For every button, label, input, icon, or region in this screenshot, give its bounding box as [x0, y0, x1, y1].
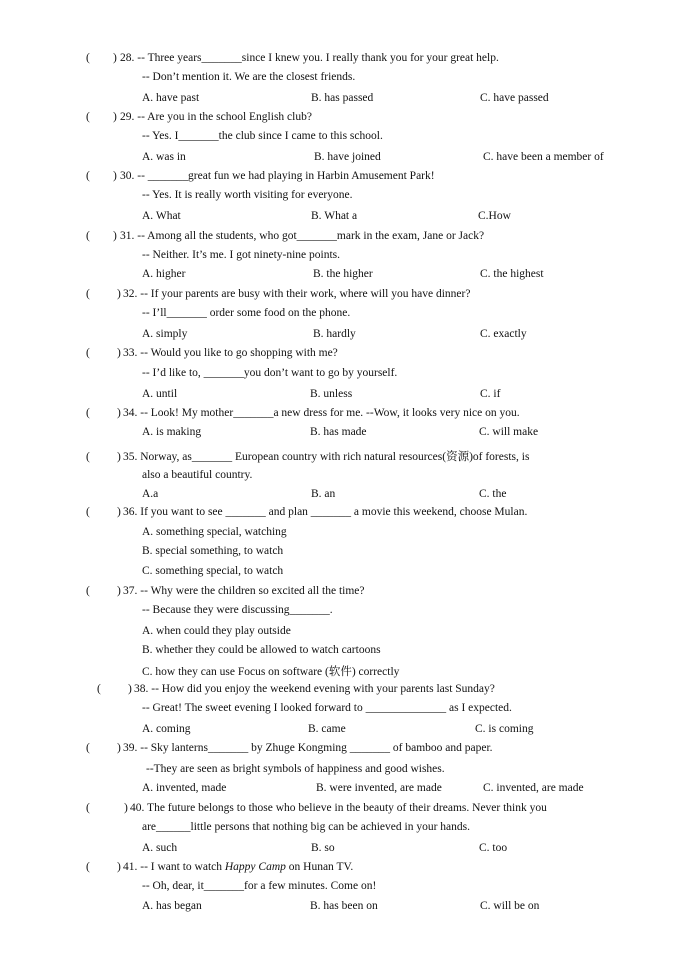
answer-blank-close: )	[128, 683, 132, 695]
question-line: -- Don’t mention it. We are the closest friends.	[142, 71, 356, 83]
answer-blank-close: )	[113, 52, 117, 64]
answer-blank-close: )	[117, 347, 121, 359]
answer-blank-open: (	[86, 288, 90, 300]
answer-blank-open: (	[86, 230, 90, 242]
option-a: A. coming	[142, 723, 191, 735]
answer-blank-open: (	[86, 506, 90, 518]
question-stem: 35. Norway, as_______ European country with rich natural resources(资源)of forests, is	[123, 451, 530, 463]
option-c: C. have been a member of	[483, 151, 604, 163]
question-line: -- Yes. I_______the club since I came to this school.	[142, 130, 383, 142]
option-b: B. so	[311, 842, 335, 854]
question-stem: 39. -- Sky lanterns_______ by Zhuge Kongming _______ of bamboo and paper.	[123, 742, 493, 754]
question-stem	[123, 860, 353, 874]
question-line: are______little persons that nothing big can be achieved in your hands.	[142, 821, 470, 833]
question-line: -- I’d like to, _______you don’t want to go by yourself.	[142, 367, 398, 379]
answer-blank-open: (	[86, 170, 90, 182]
question-stem: 38. -- How did you enjoy the weekend evening with your parents last Sunday?	[134, 683, 495, 695]
option-b: B. hardly	[313, 328, 356, 340]
option-a: A. until	[142, 388, 178, 400]
question-stem: 36. If you want to see _______ and plan _______ a movie this weekend, choose Mulan.	[123, 506, 528, 518]
question-line: -- I’ll_______ order some food on the phone.	[142, 307, 351, 319]
answer-blank-close: )	[113, 230, 117, 242]
answer-blank-open: (	[86, 451, 90, 463]
show-title: Happy Camp	[224, 861, 286, 873]
option-a: A. something special, watching	[142, 526, 287, 538]
option-b: B. have joined	[314, 151, 381, 163]
answer-blank-close: )	[117, 585, 121, 597]
answer-blank-close: )	[113, 170, 117, 182]
option-c: C. if	[480, 388, 501, 400]
option-b: B. has been on	[310, 900, 378, 912]
option-c: C.How	[478, 210, 511, 222]
question-stem: 40. The future belongs to those who believe in the beauty of their dreams. Never think you	[130, 802, 547, 814]
option-c: C. exactly	[480, 328, 527, 340]
option-c: C. have passed	[480, 92, 549, 104]
answer-blank-open: (	[86, 407, 90, 419]
option-a: A. is making	[142, 426, 202, 438]
option-c: C. is coming	[475, 723, 534, 735]
option-c: C. how they can use Focus on software (软件) correctly	[142, 666, 400, 678]
question-line: -- Great! The sweet evening I looked forward to ______________ as I expected.	[142, 702, 512, 714]
option-b: B. unless	[310, 388, 353, 400]
question-stem: 29. -- Are you in the school English club?	[120, 111, 312, 123]
option-b: B. an	[311, 488, 336, 500]
option-b: B. has made	[310, 426, 367, 438]
answer-blank-close: )	[117, 506, 121, 518]
answer-blank-close: )	[124, 802, 128, 814]
question-stem: 34. -- Look! My mother_______a new dress for me. --Wow, it looks very nice on you.	[123, 407, 520, 419]
question-stem: 31. -- Among all the students, who got_______mark in the exam, Jane or Jack?	[120, 230, 485, 242]
option-a: A. invented, made	[142, 782, 227, 794]
option-b: B. special something, to watch	[142, 545, 284, 557]
option-c: C. invented, are made	[483, 782, 584, 794]
question-stem: 32. -- If your parents are busy with their work, where will you have dinner?	[123, 288, 471, 300]
question-line: also a beautiful country.	[142, 469, 253, 481]
question-stem: 33. -- Would you like to go shopping with me?	[123, 347, 338, 359]
question-stem: 30. -- _______great fun we had playing in Harbin Amusement Park!	[120, 170, 435, 182]
question-line: -- Neither. It’s me. I got ninety-nine points.	[142, 249, 341, 261]
question-stem: 37. -- Why were the children so excited all the time?	[123, 585, 365, 597]
option-a: A. higher	[142, 268, 186, 280]
option-b: B. What a	[311, 210, 358, 222]
option-b: B. whether they could be allowed to watch cartoons	[142, 644, 381, 656]
option-a: A. when could they play outside	[142, 625, 291, 637]
option-a: A. What	[142, 210, 181, 222]
option-c: C. something special, to watch	[142, 565, 284, 577]
option-c: C. too	[479, 842, 508, 854]
question-stem-pre: 41. -- I want to watch	[123, 861, 225, 873]
option-b: B. the higher	[313, 268, 373, 280]
question-line: -- Yes. It is really worth visiting for everyone.	[142, 189, 353, 201]
answer-blank-close: )	[113, 111, 117, 123]
option-a: A. simply	[142, 328, 188, 340]
answer-blank-close: )	[117, 451, 121, 463]
answer-blank-close: )	[117, 861, 121, 873]
answer-blank-open: (	[86, 861, 90, 873]
answer-blank-close: )	[117, 407, 121, 419]
question-line: -- Because they were discussing_______.	[142, 604, 333, 616]
option-a: A. have past	[142, 92, 200, 104]
answer-blank-open: (	[97, 683, 101, 695]
option-b: B. came	[308, 723, 346, 735]
answer-blank-open: (	[86, 742, 90, 754]
option-c: C. will make	[479, 426, 539, 438]
option-c: C. the highest	[480, 268, 544, 280]
question-stem: 28. -- Three years_______since I knew you. I really thank you for your great help.	[120, 52, 499, 64]
question-stem-post: on Hunan TV.	[285, 861, 354, 873]
answer-blank-open: (	[86, 802, 90, 814]
answer-blank-close: )	[117, 742, 121, 754]
option-b: B. has passed	[311, 92, 374, 104]
question-line: -- Oh, dear, it_______for a few minutes. Come on!	[142, 880, 377, 892]
option-a: A. was in	[142, 151, 186, 163]
answer-blank-open: (	[86, 111, 90, 123]
answer-blank-open: (	[86, 585, 90, 597]
option-a: A.a	[142, 488, 159, 500]
option-c: C. will be on	[480, 900, 540, 912]
option-b: B. were invented, are made	[316, 782, 442, 794]
option-a: A. such	[142, 842, 178, 854]
answer-blank-close: )	[117, 288, 121, 300]
option-a: A. has began	[142, 900, 202, 912]
question-line: --They are seen as bright symbols of happiness and good wishes.	[146, 763, 445, 775]
option-c: C. the	[479, 488, 507, 500]
answer-blank-open: (	[86, 347, 90, 359]
answer-blank-open: (	[86, 52, 90, 64]
